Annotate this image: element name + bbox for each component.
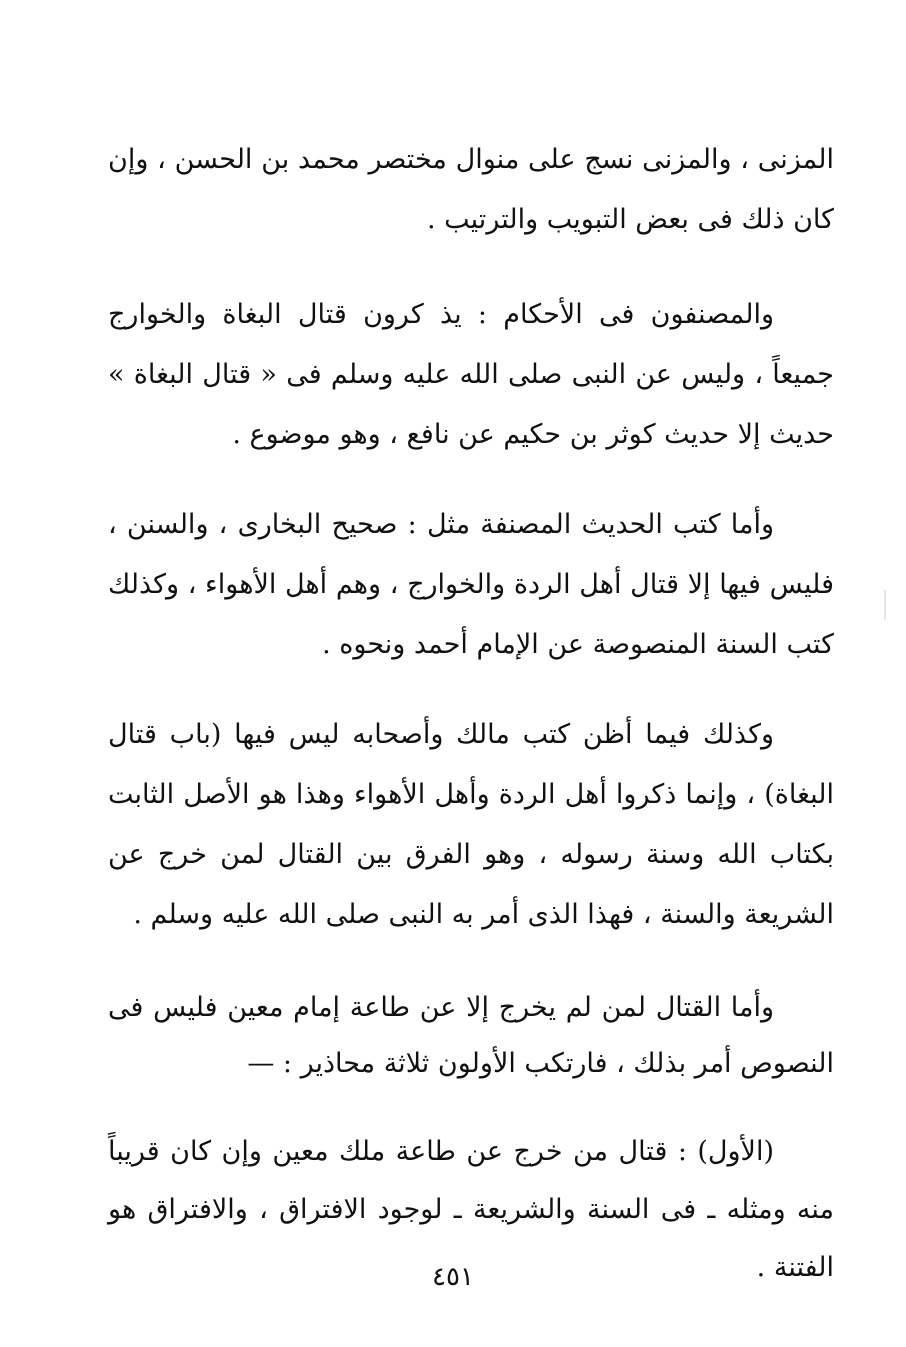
scan-edge-mark [884, 590, 886, 620]
paragraph-6: (الأول) : قتال من خرج عن طاعة ملك معين وإن كان قريباً منه ومثله ـ فى السنة والشريعة ـ لوجود الافتراق ، والافتراق هو الفتنة . [108, 1136, 834, 1283]
paragraph-5: وأما القتال لمن لم يخرج إلا عن طاعة إمام معين فليس فى النصوص أمر بذلك ، فارتكب الأولون ثلاثة محاذير : — [108, 992, 834, 1079]
page-number: ٤٥١ [432, 1262, 474, 1292]
paragraph-4: وكذلك فيما أظن كتب مالك وأصحابه ليس فيها (باب قتال البغاة) ، وإنما ذكروا أهل الردة وأهل الأهواء وهذا هو الأصل الثابت بكتاب الله وسنة رسوله ، وهو الفرق بين القتال لمن خرج عن الشريعة والسنة ، فهذا الذى أمر به النبى صلى الله عليه وسلم . [108, 719, 834, 930]
paragraph-1: المزنى ، والمزنى نسج على منوال مختصر محمد بن الحسن ، وإن كان ذلك فى بعض التبويب والترتيب . [108, 144, 834, 235]
paragraph-3: وأما كتب الحديث المصنفة مثل : صحيح البخارى ، والسنن ، فليس فيها إلا قتال أهل الردة والخوارج ، وهم أهل الأهواء ، وكذلك كتب السنة المنصوصة عن الإمام أحمد ونحوه . [108, 509, 834, 660]
paragraph-2: والمصنفون فى الأحكام : يذ كرون قتال البغاة والخوارج جميعاً ، وليس عن النبى صلى الله عليه وسلم فى « قتال البغاة » حديث إلا حديث كوثر بن حكيم عن نافع ، وهو موضوع . [108, 299, 834, 450]
